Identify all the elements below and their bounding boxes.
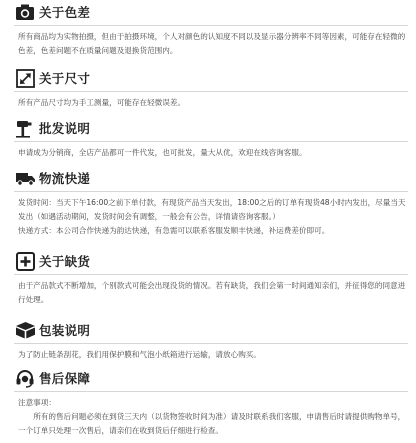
section-stock: [14, 249, 408, 307]
section-divider: [14, 91, 408, 92]
truck-icon: [14, 168, 36, 188]
section-text: 为了防止链条刮花，我们用保护膜和气泡小纸箱进行运输，请放心购买。: [18, 350, 261, 359]
section-header: [14, 318, 408, 342]
section-text: 发货时间：当天下午16:00之前下单付款，有现货产品当天发出，18:00之后的订单有现货48小时内发出，尽量当天发出（如遇活动期间，发货时间会有调整，一般会有公告，详情请咨询客服。）: [18, 198, 406, 221]
section-body: [14, 30, 408, 58]
section-color: [14, 0, 408, 58]
hammer-icon: [14, 118, 36, 138]
section-text: 快递方式：本公司合作快递为韵达快递，有急需可以联系客服发顺丰快递，补运费差价即可。: [18, 226, 330, 235]
section-header: [14, 366, 408, 390]
camera-icon: [14, 2, 36, 22]
section-divider: [14, 343, 408, 344]
section-title: 关于缺货: [39, 254, 91, 269]
section-package: [14, 318, 408, 362]
section-header: [14, 66, 408, 90]
package-icon: [14, 320, 36, 340]
section-body: [14, 196, 408, 238]
section-text: 申请成为分销商，全店产品都可一件代发，也可批发，量大从优，欢迎在线咨询客服。: [18, 148, 307, 157]
section-header: [14, 0, 408, 24]
section-divider: [14, 191, 408, 192]
section-body: [14, 348, 408, 362]
section-body: [14, 396, 408, 438]
section-divider: [14, 141, 408, 142]
section-divider: [14, 391, 408, 392]
section-wholesale: [14, 116, 408, 160]
section-header: [14, 166, 408, 190]
section-title: 关于尺寸: [39, 71, 91, 86]
section-title: 包装说明: [39, 323, 91, 338]
section-title: 批发说明: [39, 121, 91, 136]
section-title: 关于色差: [39, 5, 91, 20]
section-aftersale: [14, 366, 408, 438]
section-divider: [14, 274, 408, 275]
section-header: [14, 249, 408, 273]
section-title: 售后保障: [39, 371, 91, 386]
section-divider: [14, 25, 408, 26]
plus-box-icon: [14, 251, 36, 271]
section-header: [14, 116, 408, 140]
section-title: 物流快递: [39, 171, 91, 186]
section-body: [14, 96, 408, 110]
section-text: 所有的售后问题必须在到货三天内（以货物签收时间为准）请及时联系我们客服，申请售后时请提供购物单号，一个订单只处理一次售后，请亲们在收到货后仔细进行检查。: [18, 412, 406, 435]
resize-arrow-icon: [14, 68, 36, 88]
section-body: [14, 146, 408, 160]
section-size: [14, 66, 408, 110]
section-text: 由于产品款式不断增加，个别款式可能会出现没货的情况。若有缺货，我们会第一时间通知亲们，并征得您的同意进行处理。: [18, 281, 406, 304]
section-body: [14, 279, 408, 307]
section-logistics: [14, 166, 408, 238]
section-text: 注意事项：: [18, 398, 56, 407]
headset-icon: [14, 368, 36, 388]
section-text: 所有商品均为实物拍摄，但由于拍摄环境，个人对颜色的认知度不同以及显示器分辨率不同等因素，可能存在轻微的色差，色差问题不在质量问题及退换货范围内。: [18, 32, 406, 55]
section-text: 所有产品尺寸均为手工测量，可能存在轻微误差。: [18, 98, 186, 107]
